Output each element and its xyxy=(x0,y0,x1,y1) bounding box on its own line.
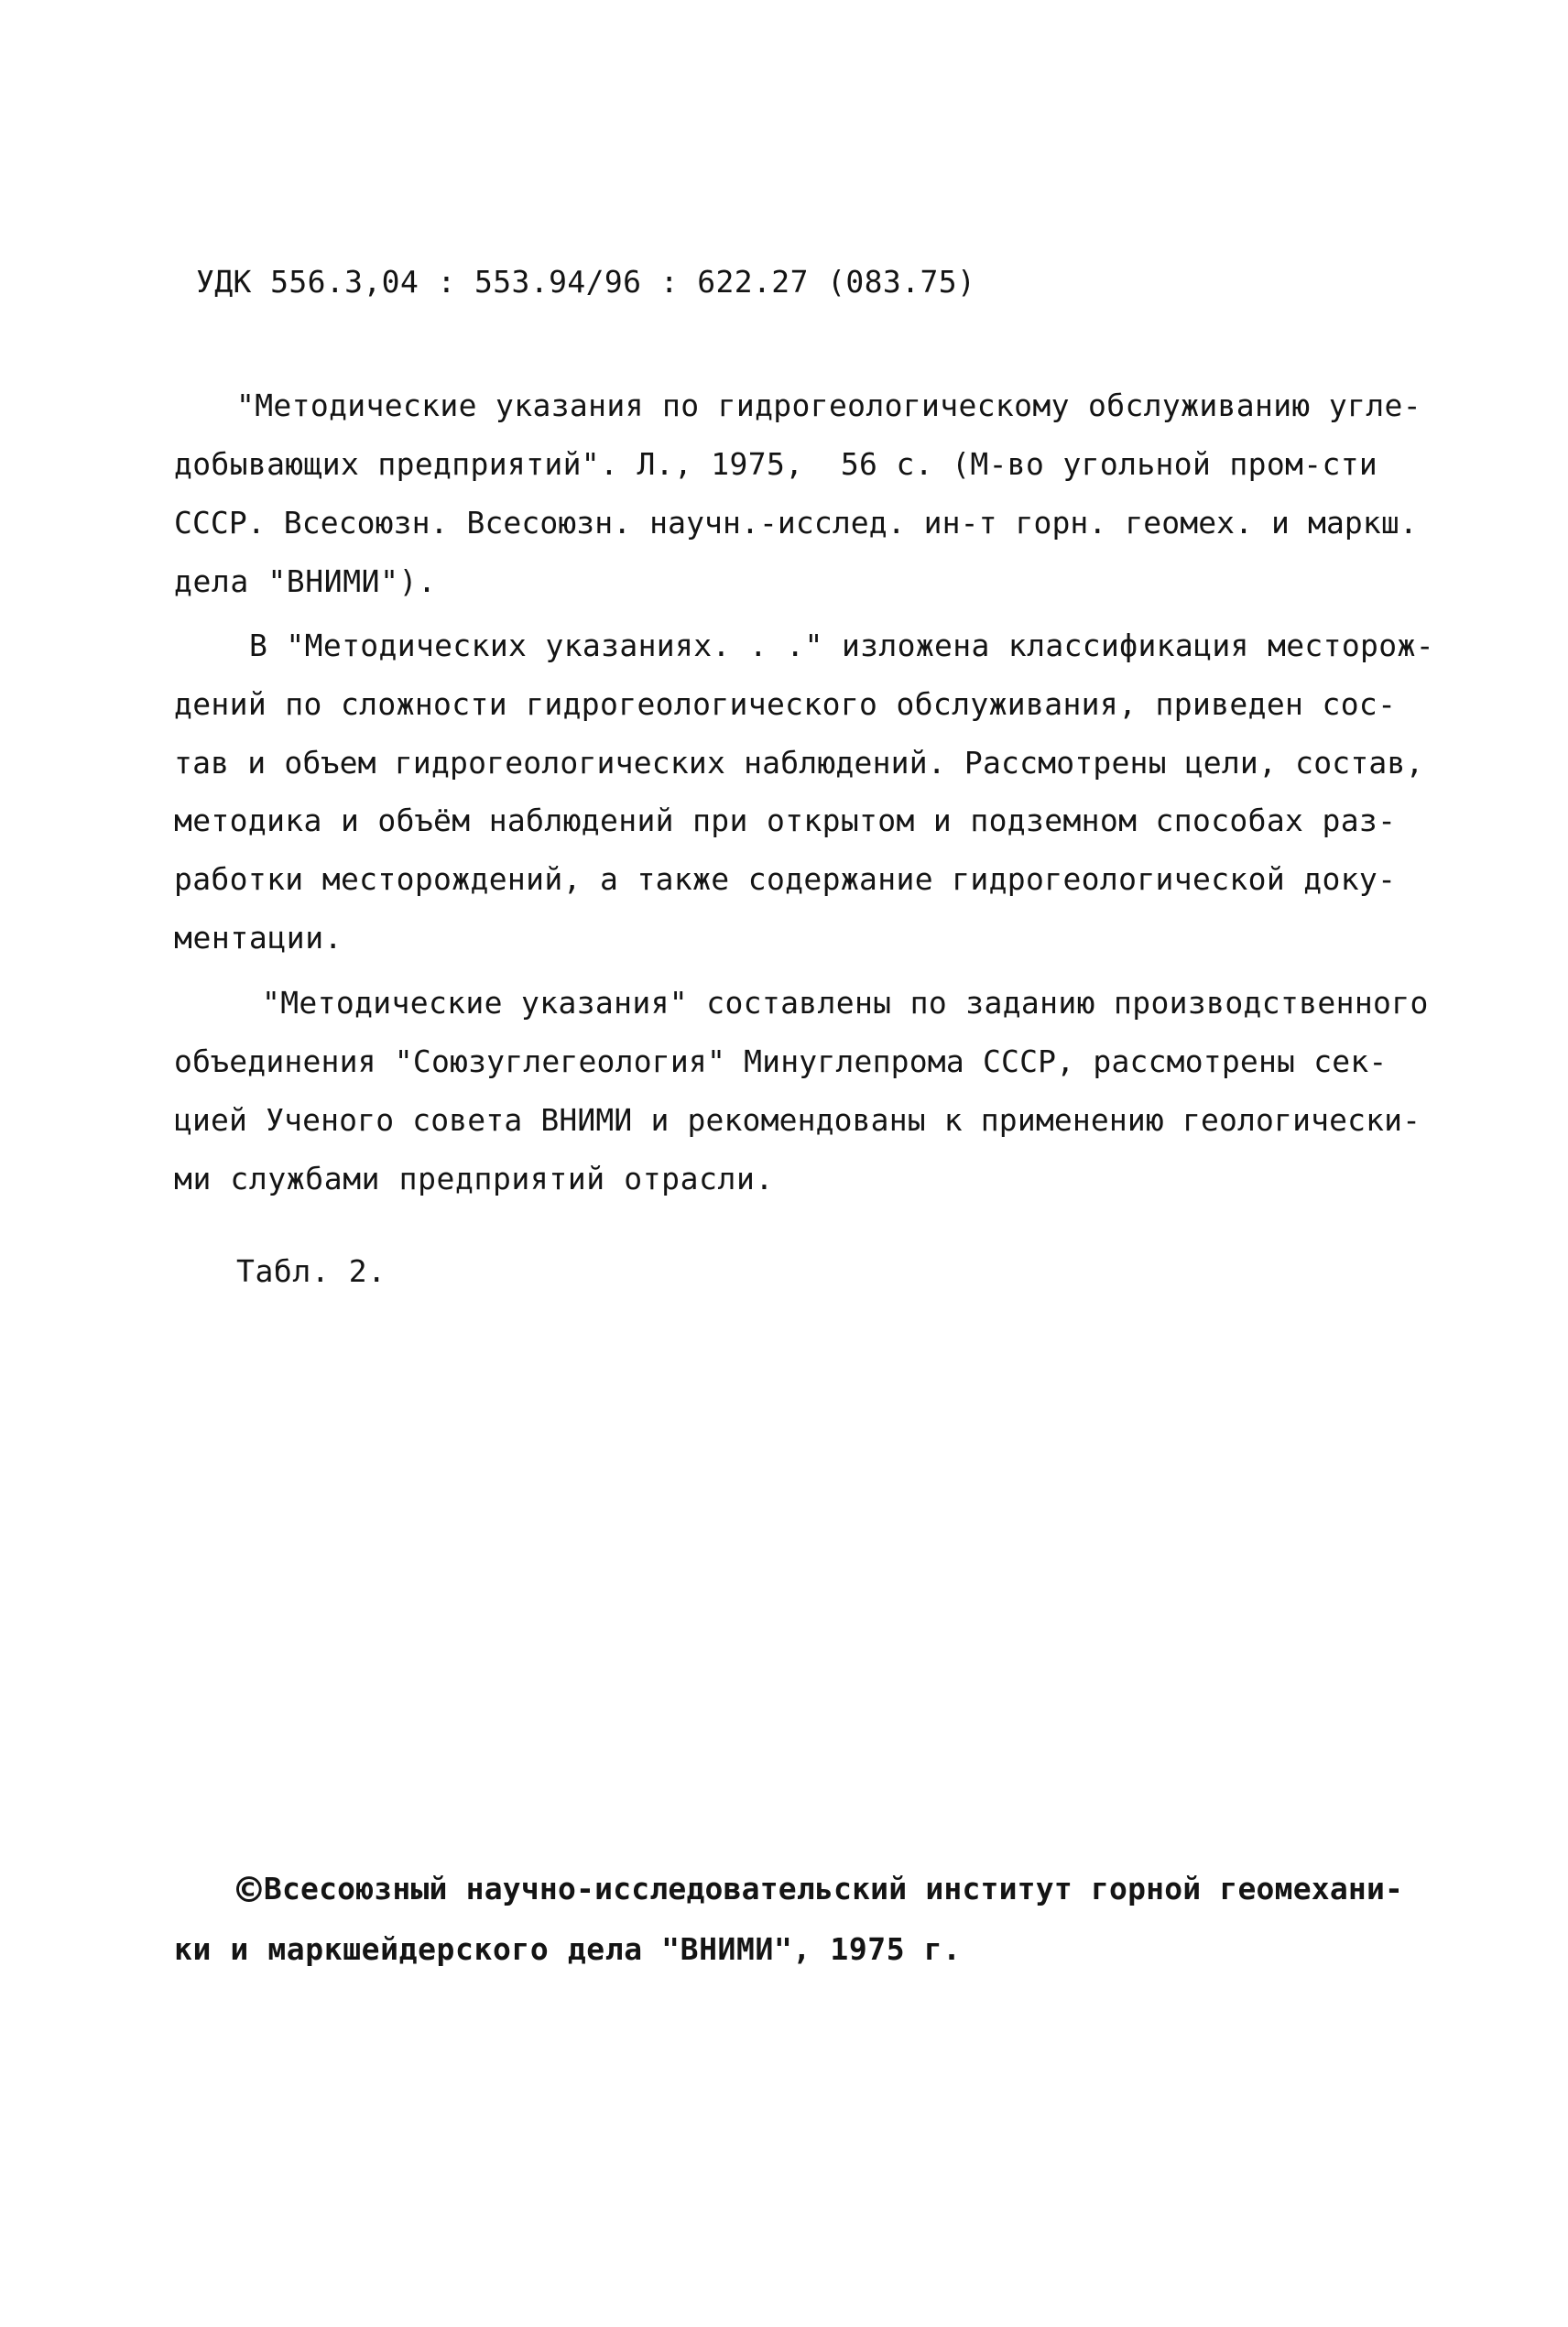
abstract-line-2: дений по сложности гидрогеологического обслуживания, приведен сос- xyxy=(174,686,1397,722)
abstract-line-4: методика и объём наблюдений при открытом и подземном способах раз- xyxy=(174,803,1397,838)
citation-line-3: СССР. Всесоюзн. Всесоюзн. научн.-исслед. ин-т горн. геомех. и маркш. xyxy=(174,505,1418,541)
abstract-line-1: В "Методических указаниях. . ." изложена классификация месторож- xyxy=(249,628,1434,663)
citation-line-2: добывающих предприятий". Л., 1975, 56 с. (М-во угольной пром-сти xyxy=(174,446,1378,482)
assignment-line-2: объединения "Союзуглегеология" Минуглепрома СССР, рассмотрены сек- xyxy=(174,1043,1388,1079)
citation-line-4: дела "ВНИМИ"). xyxy=(174,563,437,599)
udc-code: УДК 556.3,04 : 553.94/96 : 622.27 (083.75) xyxy=(196,264,976,300)
assignment-line-4: ми службами предприятий отрасли. xyxy=(174,1161,774,1196)
abstract-line-3: тав и объем гидрогеологических наблюдений. Рассмотрены цели, состав, xyxy=(174,745,1424,781)
tables-note: Табл. 2. xyxy=(236,1253,387,1289)
copyright-line-2: ки и маркшейдерского дела "ВНИМИ", 1975 г. xyxy=(174,1931,962,1967)
abstract-line-5: работки месторождений, а также содержание гидрогеологической доку- xyxy=(174,861,1397,897)
copyright-text-1: Всесоюзный научно-исследовательский институт горной геомехани- xyxy=(263,1871,1404,1906)
citation-line-1: "Методические указания по гидрогеологическому обслуживанию угле- xyxy=(236,388,1421,423)
abstract-line-6: ментации. xyxy=(174,920,343,956)
assignment-line-3: цией Ученого совета ВНИМИ и рекомендованы к применению геологически- xyxy=(174,1102,1421,1138)
copyright-icon: © xyxy=(236,1865,262,1915)
copyright-line-1 xyxy=(236,1865,1404,1915)
assignment-line-1: "Методические указания" составлены по заданию производственного xyxy=(262,985,1429,1021)
